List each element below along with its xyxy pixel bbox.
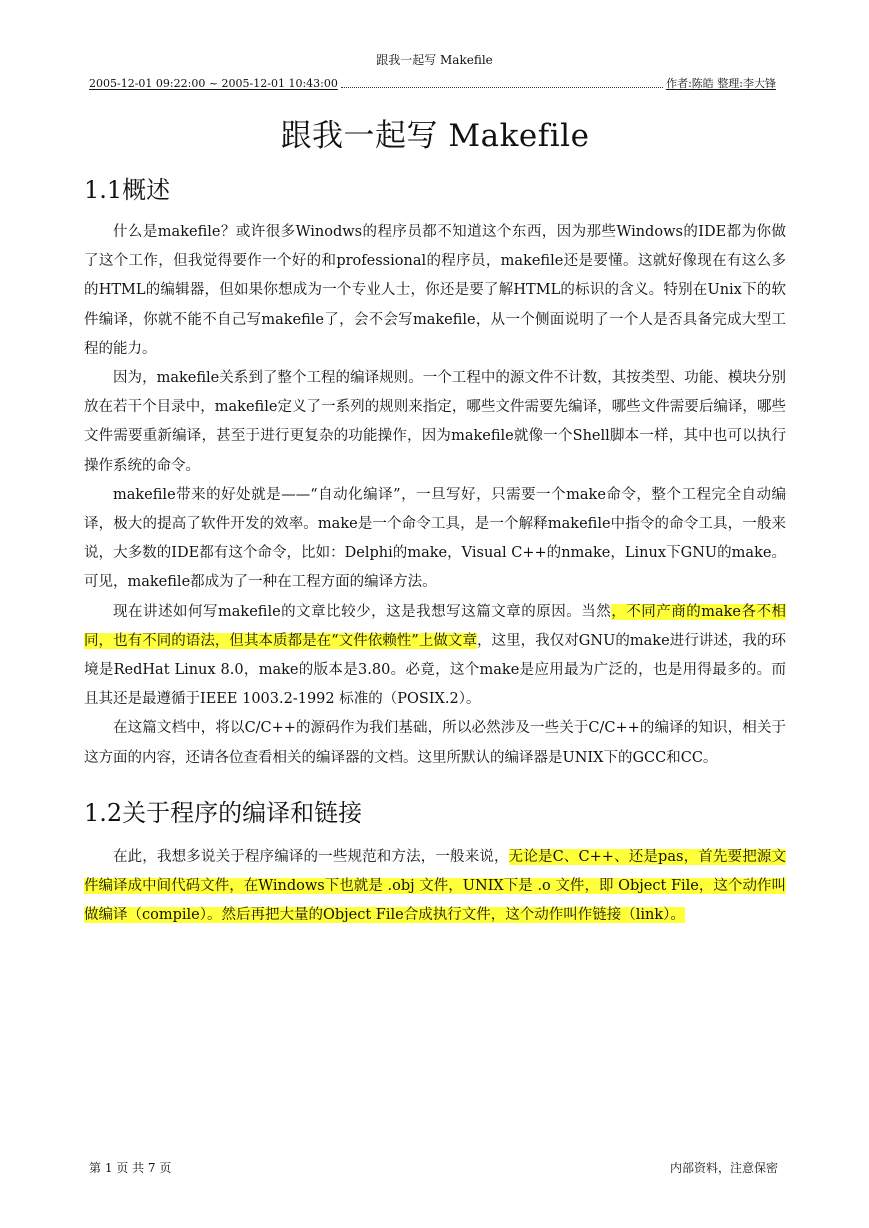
paragraph-compile-and-link	[84, 843, 786, 931]
section-heading-compile-link: 1.2关于程序的编译和链接	[84, 798, 363, 827]
paragraph-why-this-article	[84, 598, 786, 715]
section-spacer	[84, 773, 786, 783]
paragraph-text: ，这里，我仅对GNU的make进行讲述，我的环境是RedHat Linux 8.0，make的版本是3.80。必竟，这个make是应用最为广泛的，也是用得最多的。而且其还是最遵循于IEEE 1003.2-1992 标准的（POSIX.2）。	[84, 632, 786, 708]
paragraph-text: makefile带来的好处就是——“自动化编译”，一旦写好，只需要一个make命令，整个工程完全自动编译，极大的提高了软件开发的效率。make是一个命令工具，是一个解释makefile中指令的命令工具，一般来说，大多数的IDE都有这个命令，比如：Delphi的make，Visual C++的nmake，Linux下GNU的make。可见，makefile都成为了一种在工程方面的编译方法。	[84, 486, 786, 591]
paragraph-text: 现在讲述如何写makefile的文章比较少，这是我想写这篇文章的原因。当然	[113, 603, 612, 620]
paragraph-c-cpp-basis	[84, 714, 786, 772]
highlighted-text: 无论是C、C++、还是pas，首先要把源文件编译成中间代码文件，在Windows下也就是 .obj 文件，UNIX下是 .o 文件，即 Object File，这个动作叫做编译（compile）。然后再把大量的Object File合成执行文件，这个动作叫作链接（link）。	[84, 848, 786, 924]
paragraph-compile-rules	[84, 364, 786, 481]
datetime-range: 2005-12-01 09:22:00 ~ 2005-12-01 10:43:00	[89, 77, 338, 90]
document-title: 跟我一起写 Makefile	[280, 118, 590, 154]
section-heading-overview: 1.1概述	[84, 176, 171, 204]
author-line: 作者:陈皓 整理:李大锋	[666, 77, 776, 90]
paragraph-benefits	[84, 481, 786, 598]
header-meta-line	[89, 77, 776, 91]
paragraph-text: 因为，makefile关系到了整个工程的编译规则。一个工程中的源文件不计数，其按类型、功能、模块分别放在若干个目录中，makefile定义了一系列的规则来指定，哪些文件需要先编译，哪些文件需要后编译，哪些文件需要重新编译，甚至于进行更复杂的功能操作，因为makefile就像一个Shell脚本一样，其中也可以执行操作系统的命令。	[84, 370, 786, 474]
footer-page-info: 第 1 页 共 7 页	[89, 1161, 172, 1175]
paragraph-what-is-makefile	[84, 218, 786, 364]
footer-confidential-note: 内部资料，注意保密	[669, 1161, 778, 1175]
leader-dots	[341, 87, 663, 88]
highlighted-text: ，不同产商的make各不相同，也有不同的语法，但其本质都是在“文件依赖性”上做文章	[84, 603, 786, 649]
paragraph-text: 在此，我想多说关于程序编译的一些规范和方法，一般来说，	[113, 848, 509, 865]
paragraph-text: 在这篇文档中，将以C/C++的源码作为我们基础，所以必然涉及一些关于C/C++的编译的知识，相关于这方面的内容，还请各位查看相关的编译器的文档。这里所默认的编译器是UNIX下的GCC和CC。	[84, 720, 786, 766]
running-header-title: 跟我一起写 Makefile	[376, 53, 493, 67]
paragraph-text: 什么是makefile？或许很多Winodws的程序员都不知道这个东西，因为那些Windows的IDE都为你做了这个工作，但我觉得要作一个好的和professional的程序员，makefile还是要懂。这就好像现在有这么多的HTML的编辑器，但如果你想成为一个专业人士，你还是要了解HTML的标识的含义。特别在Unix下的软件编译，你就不能不自己写makefile了，会不会写makefile，从一个侧面说明了一个人是否具备完成大型工程的能力。	[84, 224, 786, 357]
document-body	[84, 112, 786, 930]
